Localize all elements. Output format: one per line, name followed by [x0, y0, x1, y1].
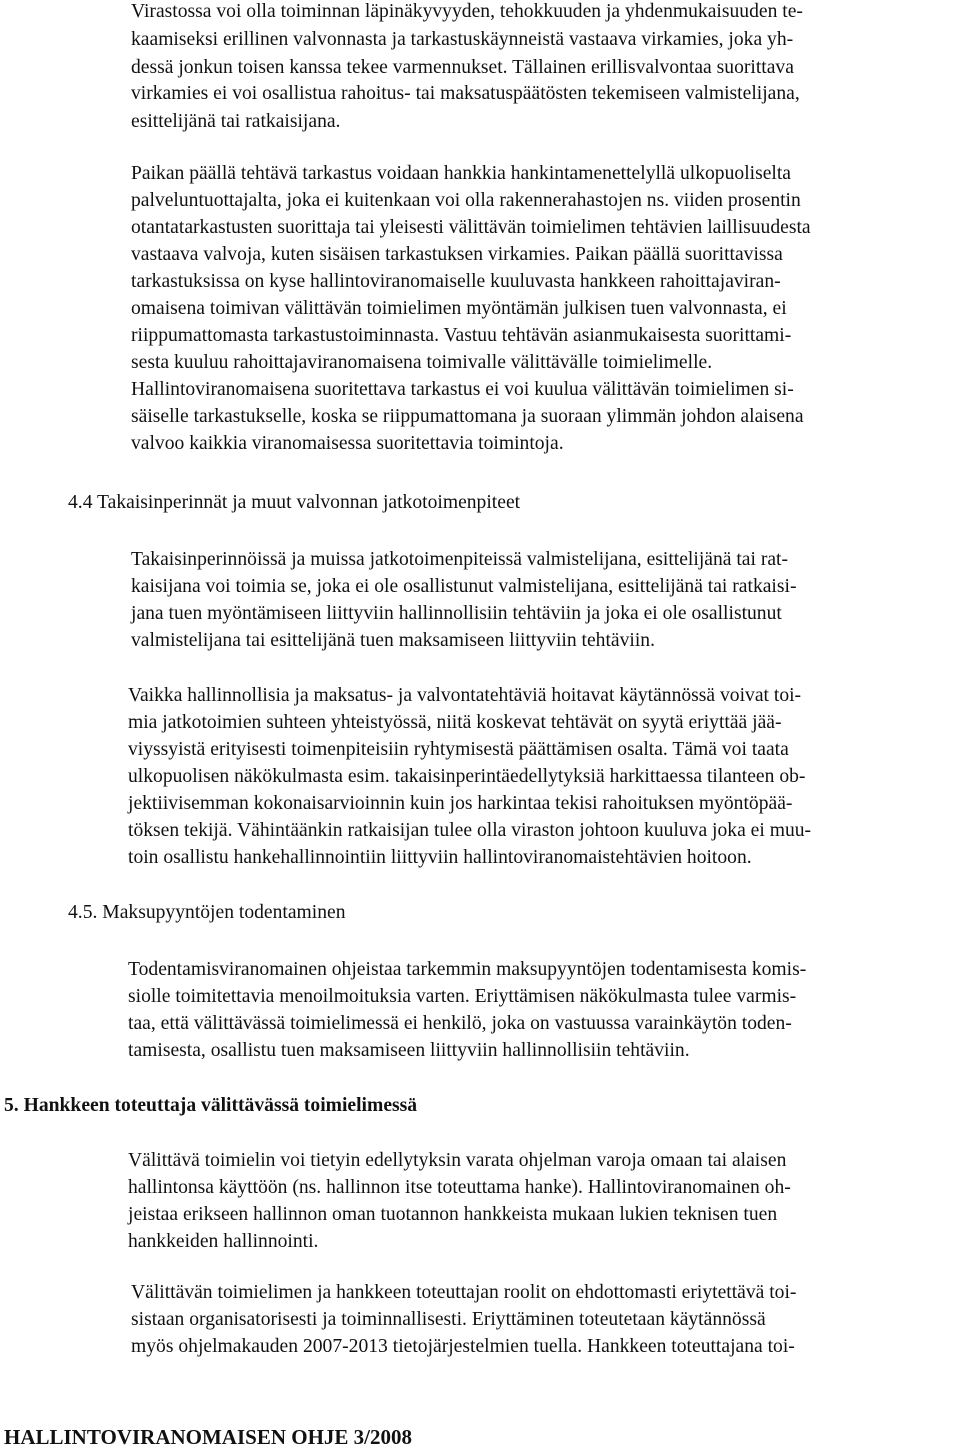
paragraph-4-line: toin osallistu hankehallinnointiin liittyviin hallintoviranomaistehtävien hoitoon.	[128, 847, 752, 868]
paragraph-5-line: tamisesta, osallistu tuen maksamiseen liittyviin hallinnollisiin tehtäviin.	[128, 1040, 690, 1061]
paragraph-6-line: Välittävä toimielin voi tietyin edellytyksin varata ohjelman varoja omaan tai alaisen	[128, 1150, 787, 1171]
paragraph-4-line: viyssyistä erityisesti toimenpiteisiin ryhtymisestä päättämisen osalta. Tämä voi taata	[128, 739, 789, 760]
section-heading-4-5: 4.5. Maksupyyntöjen todentaminen	[68, 902, 346, 923]
paragraph-1-line: esittelijänä tai ratkaisijana.	[131, 111, 341, 132]
document-footer: HALLINTOVIRANOMAISEN OHJE 3/2008	[4, 1425, 413, 1449]
paragraph-2-line: palveluntuottajalta, joka ei kuitenkaan voi olla rakennerahastojen ns. viiden prosentin	[131, 190, 801, 211]
paragraph-7-line: Välittävän toimielimen ja hankkeen toteuttajan roolit on ehdottomasti eriytettävä toi-	[131, 1282, 797, 1303]
paragraph-6-line: jeistaa erikseen hallinnon oman tuotannon hankkeista mukaan lukien teknisen tuen	[128, 1204, 778, 1225]
paragraph-5-line: Todentamisviranomainen ohjeistaa tarkemmin maksupyyntöjen todentamisesta komis-	[128, 959, 807, 980]
paragraph-4-line: Vaikka hallinnollisia ja maksatus- ja valvontatehtäviä hoitavat käytännössä voivat toi-	[128, 685, 802, 706]
paragraph-1-line: Virastossa voi olla toiminnan läpinäkyvyyden, tehokkuuden ja yhdenmukaisuuden te-	[131, 1, 803, 22]
paragraph-5-line: siolle toimitettavia menoilmoituksia varten. Eriyttämisen näkökulmasta tulee varmis-	[128, 986, 797, 1007]
paragraph-3-line: jana tuen myöntämiseen liittyviin hallinnollisiin tehtäviin ja joka ei ole osallistunut	[131, 603, 782, 624]
paragraph-1-line: dessä jonkun toisen kanssa tekee varmennukset. Tällainen erillisvalvontaa suorittava	[131, 57, 794, 78]
paragraph-2-line: vastaava valvoja, kuten sisäisen tarkastuksen virkamies. Paikan päällä suorittavissa	[131, 244, 783, 265]
paragraph-3-line: valmistelijana tai esittelijänä tuen maksamiseen liittyviin tehtäviin.	[131, 630, 655, 651]
paragraph-2-line: tarkastuksissa on kyse hallintoviranomaiselle kuuluvasta hankkeen rahoittajaviran-	[131, 271, 781, 292]
paragraph-2-line: omaisena toimivan välittävän toimielimen myöntämän julkisen tuen valvonnasta, ei	[131, 298, 787, 319]
section-heading-5: 5. Hankkeen toteuttaja välittävässä toimielimessä	[4, 1095, 418, 1116]
paragraph-2-line: otantatarkastusten suorittaja tai yleisesti välittävän toimielimen tehtävien laillisuudesta	[131, 217, 811, 238]
paragraph-7-line: sistaan organisatorisesti ja toiminnallisesti. Eriyttäminen toteutetaan käytännössä	[131, 1309, 766, 1330]
paragraph-7-line: myös ohjelmakauden 2007-2013 tietojärjestelmien tuella. Hankkeen toteuttajana toi-	[131, 1336, 795, 1357]
paragraph-2-line: sesta kuuluu rahoittajaviranomaisena toimivalle välittävälle toimielimelle.	[131, 352, 713, 373]
paragraph-4-line: töksen tekijä. Vähintäänkin ratkaisijan tulee olla viraston johtoon kuuluva joka ei muu-	[128, 820, 812, 841]
section-heading-4-4: 4.4 Takaisinperinnät ja muut valvonnan jatkotoimenpiteet	[68, 492, 521, 513]
paragraph-3-line: Takaisinperinnöissä ja muissa jatkotoimenpiteissä valmistelijana, esittelijänä tai rat-	[131, 549, 789, 570]
paragraph-1-line: kaamiseksi erillinen valvonnasta ja tarkastuskäynneistä vastaava virkamies, joka yh-	[131, 29, 794, 50]
paragraph-2-line: Paikan päällä tehtävä tarkastus voidaan hankkia hankintamenettelyllä ulkopuoliselta	[131, 163, 791, 184]
paragraph-6-line: hankkeiden hallinnointi.	[128, 1231, 319, 1252]
paragraph-2-line: riippumattomasta tarkastustoiminnasta. Vastuu tehtävän asianmukaisesta suorittami-	[131, 325, 792, 346]
paragraph-4-line: jektiivisemman kokonaisarvioinnin kuin jos harkintaa tekisi rahoituksen myöntöpää-	[128, 793, 793, 814]
paragraph-4-line: mia jatkotoimien suhteen yhteistyössä, niitä koskevat tehtävät on syytä eriyttää jää-	[128, 712, 782, 733]
paragraph-2-line: säiselle tarkastukselle, koska se riippumattomana ja suoraan ylimmän johdon alaisena	[131, 406, 804, 427]
paragraph-6-line: hallintonsa käyttöön (ns. hallinnon itse toteuttama hanke). Hallintoviranomainen oh-	[128, 1177, 791, 1198]
paragraph-2-line: valvoo kaikkia viranomaisessa suoritettavia toimintoja.	[131, 433, 564, 454]
paragraph-4-line: ulkopuolisen näkökulmasta esim. takaisinperintäedellytyksiä harkittaessa tilanteen ob-	[128, 766, 806, 787]
paragraph-2-line: Hallintoviranomaisena suoritettava tarkastus ei voi kuulua välittävän toimielimen si-	[131, 379, 794, 400]
paragraph-5-line: taa, että välittävässä toimielimessä ei henkilö, joka on vastuussa varainkäytön toden-	[128, 1013, 792, 1034]
paragraph-3-line: kaisijana voi toimia se, joka ei ole osallistunut valmistelijana, esittelijänä tai ratkaisi-	[131, 576, 797, 597]
paragraph-1-line: virkamies ei voi osallistua rahoitus- tai maksatuspäätösten tekemiseen valmistelijana,	[131, 83, 800, 104]
